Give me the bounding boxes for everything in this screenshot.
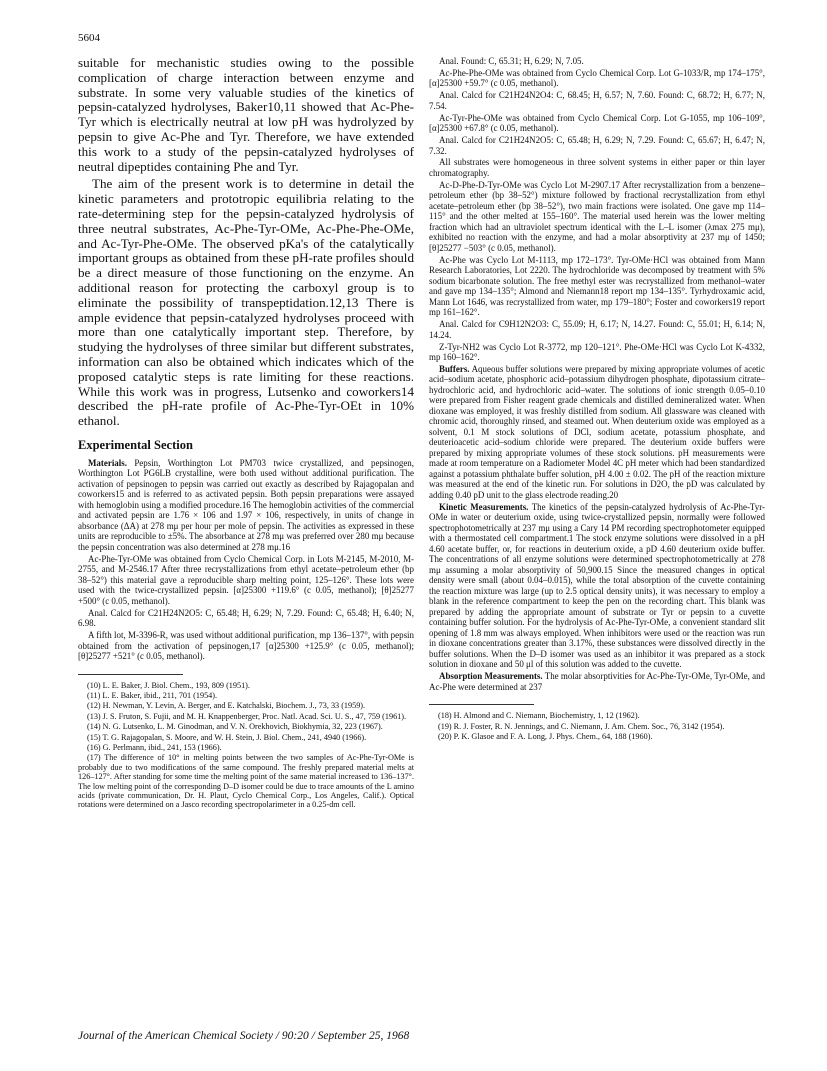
kinetic-heading: Kinetic Measurements.: [439, 501, 529, 512]
body-paragraph: All substrates were homogeneous in three solvent systems in either paper or thin layer chromatography.: [429, 157, 765, 178]
footnote: (12) H. Newman, Y. Levin, A. Berger, and E. Katchalski, Biochem. J., 73, 33 (1959).: [87, 701, 366, 711]
body-paragraph: Ac-D-Phe-D-Tyr-OMe was Cyclo Lot M-2907.17 After recrystallization from a benzene–petroleum ether (bp 38–52°) mixture followed by fractional recrystallization from ethyl acetate–petroleum ether (bp 38–52°), two main fractions were isolated. One gave mp 114–115° and the other melted at 155–160°. The material used herein was the lower melting fraction which had an ultraviolet spectrum identical with the L–L isomer (λmax 275 mμ), exhibited no reaction with the enzyme, and had a molar absorptivity at 237 mμ of 1450; [θ]25277 −503° (c 0.05, methanol).: [429, 179, 765, 253]
intro-paragraph: The aim of the present work is to determine in detail the kinetic parameters and prototropic equilibria relating to the rate-determining step for the pepsin-catalyzed hydrolysis of three neutral substrates, Ac-Phe-Tyr-OMe, Ac-Phe-Phe-OMe, and Ac-Tyr-Phe-OMe. The observed pKa's of the catalytically important groups as obtained from these pH-rate profiles should be a direct measure of those functioning on the enzyme. An additional reason for protecting the carboxyl group is to eliminate the possibility of transpeptidation.12,13 There is ample evidence that pepsin-catalyzed hydrolyses proceed with more than one catalytically important step. Therefore, by studying the hydrolyses of three similar but different substrates, information can also be obtained which indicates which of the proposed catalytic steps is rate limiting for these reactions. While this work was in progress, Lutsenko and coworkers14 described the pH-rate profile of Ac-Phe-Tyr-OEt in 10% ethanol.: [78, 176, 414, 429]
body-paragraph: Ac-Phe-Phe-OMe was obtained from Cyclo Chemical Corp. Lot G-1033/R, mp 174–175°, [α]25300 +59.7° (c 0.05, methanol).: [429, 67, 765, 89]
analysis-paragraph: Anal. Calcd for C21H24N2O5: C, 65.48; H, 6.29; N, 7.29. Found: C, 65.67; H, 6.47; N, 7.32.: [429, 135, 765, 156]
left-footnotes: [78, 681, 414, 810]
kinetic-paragraph: [429, 502, 765, 670]
footnote: (17) The difference of 10° in melting points between the two samples of Ac-Phe-Tyr-OMe is probably due to two modifications of the same compound. The freshly prepared material melts at 126–127°. After standing for some time the melting point of the same material increased to 136–137°. The low melting point of the corresponding D–D isomer could be due to trace amounts of the L amino acids (private communication, Dr. H. Plaut, Cyclo Chemical Corp., Los Angeles, Calif.). Optical rotations were determined on a Jasco recording spectropolarimeter in a 0.25-dm cell.: [78, 753, 414, 810]
left-column: [78, 56, 414, 811]
footnote: (14) N. G. Lutsenko, L. M. Ginodman, and V. N. Orekhovich, Biokhymia, 32, 223 (1967).: [87, 722, 383, 732]
footnote-divider: [429, 704, 534, 705]
intro-paragraph: suitable for mechanistic studies owing to the possible complication of charge interaction between enzyme and substrate. In some very valuable studies of the kinetics of pepsin-catalyzed hydrolyses, Baker10,11 showed that Ac-Phe-Tyr which is electrically neutral at low pH was hydrolyzed by pepsin to give Ac-Phe and Tyr. Therefore, we have extended this work to a study of the pepsin-catalyzed hydrolyses of neutral dipeptides containing Phe and Tyr.: [78, 55, 414, 174]
body-paragraph: Ac-Phe-Tyr-OMe was obtained from Cyclo Chemical Corp. in Lots M-2145, M-2010, M-2755, and M-2546.17 After three recrystallizations from ethyl acetate–petroleum ether (bp 38–52°) this material gave a reproducible sharp melting point, 125–126°. These lots were used with the twice-crystallized pepsin. [α]25300 +119.6° (c 0.05, methanol); [θ]25277 +500° (c 0.05, methanol).: [78, 553, 414, 606]
footnote: (11) L. E. Baker, ibid., 211, 701 (1954).: [87, 691, 218, 700]
experimental-text: [78, 458, 414, 662]
absorption-heading: Absorption Measurements.: [439, 671, 543, 682]
page-number: 5604: [78, 32, 100, 44]
analysis-paragraph: Anal. Found: C, 65.31; H, 6.29; N, 7.05.: [439, 56, 584, 66]
analysis-paragraph: Anal. Calcd for C9H12N2O3: C, 55.09; H, 6.17; N, 14.27. Found: C, 55.01; H, 6.14; N, 14.24.: [429, 319, 765, 340]
footnote: (16) G. Perlmann, ibid., 241, 153 (1966).: [87, 743, 222, 753]
experimental-text-continued: [429, 56, 765, 692]
introduction: [78, 56, 414, 429]
footnote: (19) R. J. Foster, R. N. Jennings, and C. Niemann, J. Am. Chem. Soc., 76, 3142 (1954).: [438, 721, 725, 731]
footnote: (18) H. Almond and C. Niemann, Biochemistry, 1, 12 (1962).: [438, 711, 640, 721]
body-paragraph: Ac-Phe was Cyclo Lot M-1113, mp 172–173°. Tyr-OMe·HCl was obtained from Mann Research Laboratories, Lot 2220. The hydrochloride was decomposed by treatment with 5% sodium bicarbonate solution. The free methyl ester was recrystallized from methanol–water and gave mp 134–135°; Almond and Niemann18 report mp 134–135°. Tyrhydroxamic acid, Mann Lot 1646, was recrystallized from water, mp 179–180°; Foster and coworkers19 report mp 161–162°.: [429, 254, 765, 318]
footnote: (15) T. G. Rajagopalan, S. Moore, and W. H. Stein, J. Biol. Chem., 241, 4940 (1966).: [87, 732, 367, 742]
right-column: [429, 56, 765, 742]
body-paragraph: A fifth lot, M-3396-R, was used without additional purification, mp 136–137°, with pepsin obtained from the activation of pepsinogen,17 [α]25300 +125.9° (c 0.05, methanol); [θ]25277 +521° (c 0.05, methanol).: [78, 630, 414, 662]
analysis-paragraph: Anal. Calcd for C21H24N2O5: C, 65.48; H, 6.29; N, 7.29. Found: C, 65.48; H, 6.40; N, 6.98.: [78, 607, 414, 629]
buffers-text: Aqueous buffer solutions were prepared by mixing appropriate volumes of acetic acid–sodium acetate, phosphoric acid–potassium dihydrogen phosphate, dipotassium citrate–hydrochloric acid, and hydrochloric acid–water. The solutions of ionic strength 0.05–0.10 were prepared from Fisher reagent grade chemicals and distilled demineralized water. When dioxane was employed, it was freshly distilled from sodium. All glassware was cleaned with chromic acid, thoroughly rinsed, and steamed out. When deuterium oxide was employed as a solvent, 0.1 M stock solutions of DCl, sodium acetate, potassium phosphate, and deuterioacetic acid–sodium chloride were prepared. The deuterium oxide buffers were prepared by mixing appropriate volumes of these stock solutions. pH measurements were made at room temperature on a Radiometer Model 4C pH meter which had been standardized against a potassium phthalate buffer solution, pH 4.00 ± 0.02. The pH of the reaction mixture was measured at the end of the kinetic run. For solutions in D2O, the pD was calculated by adding 0.40 pD unit to the glass electrode reading.20: [429, 363, 765, 500]
body-paragraph: Z-Tyr-NH2 was Cyclo Lot R-3772, mp 120–121°. Phe-OMe·HCl was Cyclo Lot K-4332, mp 160–162°.: [429, 341, 765, 363]
footnote: (10) L. E. Baker, J. Biol. Chem., 193, 809 (1951).: [87, 680, 250, 690]
absorption-paragraph: [429, 671, 765, 692]
body-paragraph: Ac-Tyr-Phe-OMe was obtained from Cyclo Chemical Corp. Lot G-1055, mp 106–109°, [α]25300 +67.8° (c 0.05, methanol).: [429, 112, 765, 134]
materials-text: Pepsin, Worthington Lot PM703 twice crystallized, and pepsinogen, Worthington Lot PG6LB crystalline, were both used without additional purification. The activation of pepsinogen to pepsin was carried out exactly as described by Rajagopalan and coworkers15 and is referred to as activated pepsin. Both pepsin preparations were assayed with hemoglobin using a modified procedure.16 The hemoglobin activities of the commercial and activated pepsin are 1.76 × 106 and 1.97 × 106, respectively, in units of change in absorbance (ΔA) at 278 mμ per hour per mole of pepsin. The activities as expressed in these units are reproducible to ±5%. The absorbance at 278 mμ was preferred over 280 mμ because the pepsin concentration was also determined at 278 mμ.16: [78, 457, 414, 552]
analysis-paragraph: Anal. Calcd for C21H24N2O4: C, 68.45; H, 6.57; N, 7.60. Found: C, 68.72; H, 6.77; N, 7.54.: [429, 90, 765, 111]
buffers-heading: Buffers.: [439, 363, 470, 374]
buffers-paragraph: [429, 364, 765, 501]
section-heading: Experimental Section: [78, 437, 193, 452]
footnote: (13) J. S. Fruton, S. Fujii, and M. H. Knappenberger, Proc. Natl. Acad. Sci. U. S., 47, 759 (1961).: [87, 711, 407, 721]
absorption-text: The molar absorptivities for Ac-Phe-Tyr-OMe, Tyr-OMe, and Ac-Phe were determined at 237: [429, 671, 766, 692]
footnote-divider: [78, 674, 183, 675]
materials-heading: Materials.: [88, 457, 127, 468]
kinetic-text: The kinetics of the pepsin-catalyzed hydrolysis of Ac-Phe-Tyr-OMe in water or deuterium oxide, using twice-crystallized pepsin, normally were followed spectrophotometrically at 237 mμ using a Cary 14 PM recording spectrophotometer equipped with a thermostated cell compartment.1 The stock enzyme solutions were dissolved in a pH 4.60 acetate buffer, or, for reactions in deuterium oxide, a pD 4.60 deuterium oxide buffer. The concentrations of all enzyme solutions were determined spectrophotometrically at 278 mμ assuming a molar absorptivity of 50,900.15 Since the measured changes in optical density were small (about 0.04–0.015), while the total absorption of the cuvette containing the reaction mixture was large (up to 2.5 optical density units), it was necessary to employ a blank in the reference compartment to keep the pen on the recording chart. This blank was prepared by adding the appropriate amount of substrate or Tyr or pepsin to a cuvette containing buffer solution. For the hydrolysis of Ac-Phe-Tyr-OMe, a convenient standard slit opening of 1.8 mm was always employed. When inhibitors were used or the reaction was run in dioxane concentrations greater than 3.17%, these substances were dissolved directly in the buffer solutions. When the D–D isomer was used as an inhibitor it was prepared as a stock solution in dioxane and 50 μl of this solution was added to the cuvette.: [429, 501, 766, 670]
footnote: (20) P. K. Glasoe and F. A. Long, J. Phys. Chem., 64, 188 (1960).: [438, 732, 653, 741]
right-footnotes: [429, 711, 765, 741]
journal-footer: Journal of the American Chemical Society / 90:20 / September 25, 1968: [78, 1030, 410, 1042]
materials-paragraph: [78, 458, 414, 553]
